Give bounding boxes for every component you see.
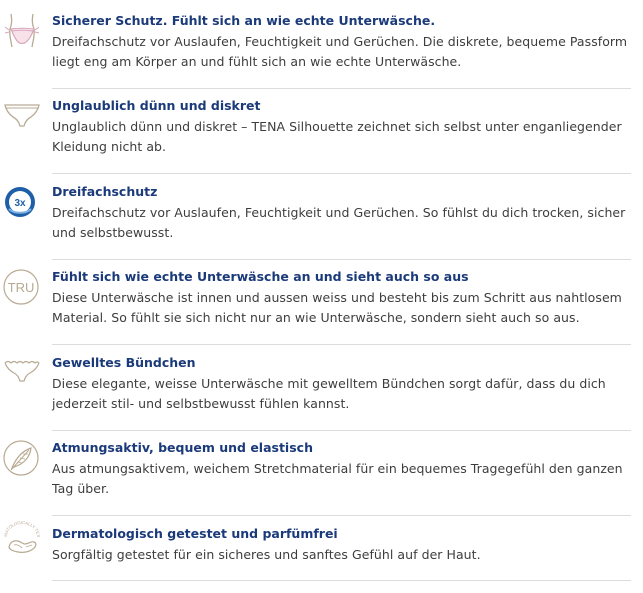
wavy-waistband-icon [2, 352, 42, 392]
divider [52, 173, 631, 174]
divider [52, 515, 631, 516]
feature-description: Diese elegante, weisse Unterwäsche mit gewelltem Bündchen sorgt dafür, dass du dich jederzeit stil- und selbstbewusst fühlen kannst. [52, 376, 606, 411]
feature-description: Dreifachschutz vor Auslaufen, Feuchtigkeit und Gerüchen. Die diskrete, bequeme Passform liegt eng am Körper an und fühlt sich an wie echte Unterwäsche. [52, 34, 628, 69]
badge-text: TRU [7, 280, 35, 295]
svg-text:DERMATOLOGICALLY TESTED: MATOLOGICALLY TES [2, 520, 42, 538]
feature-title: Fühlt sich wie echte Unterwäsche an und sieht auch so aus [52, 269, 469, 284]
feature-description: Aus atmungsaktivem, weichem Stretchmaterial für ein bequemes Tragegefühl den ganzen Tag über. [52, 461, 623, 496]
feature-description: Dreifachschutz vor Auslaufen, Feuchtigkeit und Gerüchen. So fühlst du dich trocken, sicher und selbstbewusst. [52, 205, 626, 240]
tru-logo-icon [2, 267, 42, 307]
feature-title: Dreifachschutz [52, 184, 158, 199]
feature-title: Sicherer Schutz. Fühlt sich an wie echte Unterwäsche. [52, 13, 436, 28]
feature-title: Unglaublich dünn und diskret [52, 98, 261, 113]
divider [52, 344, 631, 345]
divider [52, 259, 631, 260]
feature-description: Unglaublich dünn und diskret – TENA Silhouette zeichnet sich selbst unter enganliegender Kleidung nicht ab. [52, 119, 622, 154]
feature-title: Atmungsaktiv, bequem und elastisch [52, 440, 313, 455]
feature-title: Dermatologisch getestet und parfümfrei [52, 526, 338, 541]
thin-underwear-icon [2, 96, 42, 136]
badge-text: 3x [14, 198, 26, 209]
divider [52, 580, 631, 581]
feature-title: Gewelltes Bündchen [52, 355, 196, 370]
dermatologically-tested-hands-icon [2, 520, 42, 560]
feature-description: Diese Unterwäsche ist innen und aussen weiss und besteht bis zum Schritt aus nahtlosem Material. So fühlt sie sich nicht nur an wie Unterwäsche, sondern sieht auch so aus. [52, 290, 622, 325]
feature-description: Sorgfältig getestet für ein sicheres und sanftes Gefühl auf der Haut. [52, 547, 481, 562]
body-fit-icon [2, 11, 42, 51]
divider [52, 430, 631, 431]
triple-protection-badge-icon [2, 183, 42, 223]
divider [52, 88, 631, 89]
breathable-feather-icon [2, 438, 42, 478]
